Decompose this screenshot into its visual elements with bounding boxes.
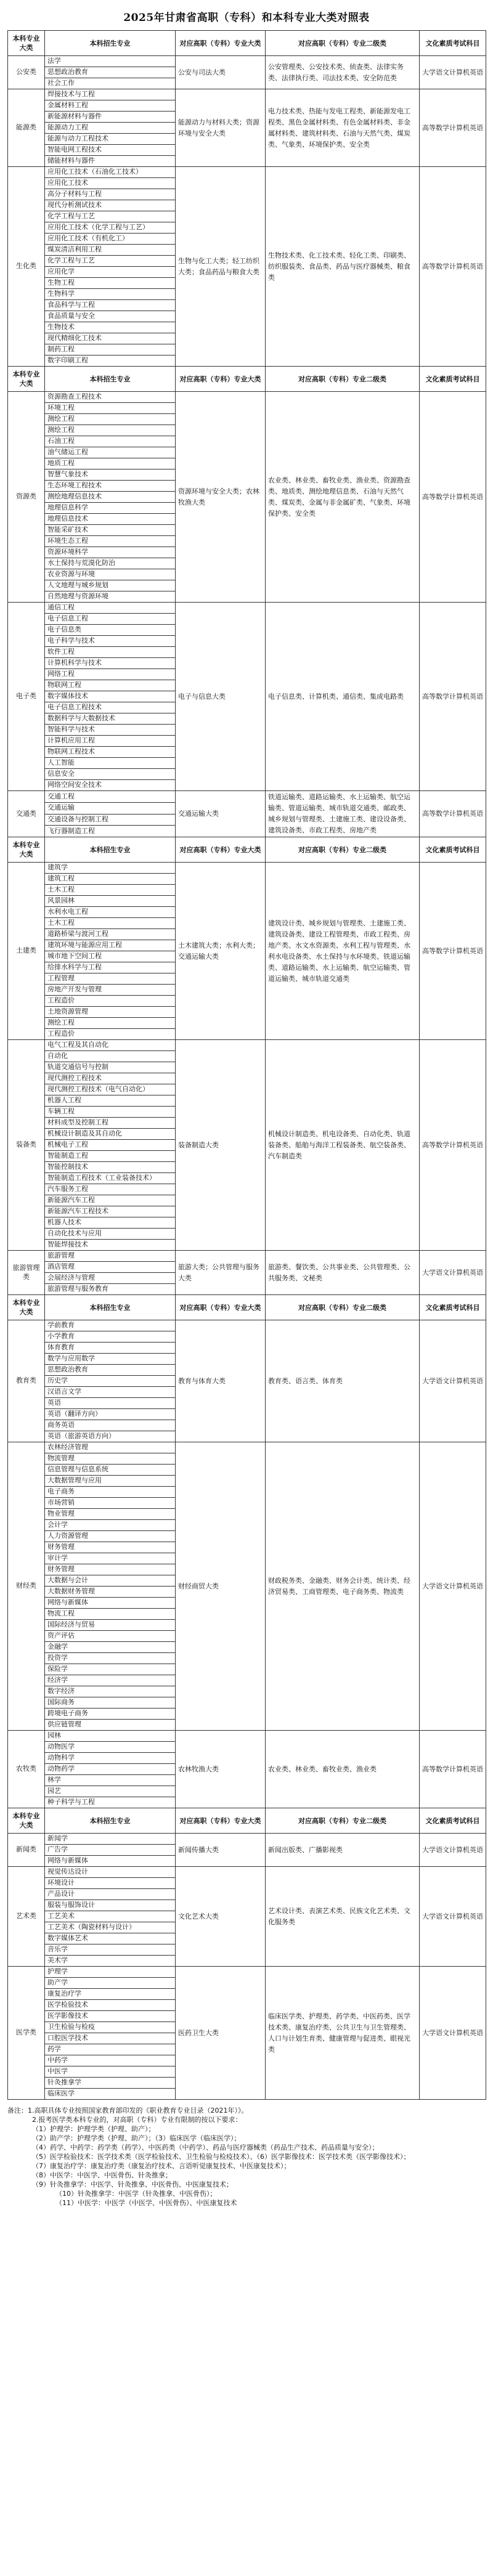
vocational-subcategory-cell: 生物技术类、化工技术类、轻化工类、印刷类、纺织服装类、食品类、药品与医疗器械类、粮食类 [266,167,420,367]
column-header: 本科专业大类 [8,367,45,392]
major-cell: 体育教育 [45,1343,176,1354]
major-cell: 金融学 [45,1642,176,1653]
major-cell: 数据科学与大数据技术 [45,713,176,725]
major-cell: 信息管理与信息系统 [45,1465,176,1476]
major-cell: 智能电网工程技术 [45,145,176,156]
column-header: 本科专业大类 [8,31,45,56]
major-cell: 测绘地理信息技术 [45,492,176,503]
major-cell: 旅游管理 [45,1251,176,1262]
note-line: 备注：1.高职具体专业按照国家教育部印发的《职业教育专业目录（2021年）》。 [7,2107,248,2115]
major-cell: 工程造价 [45,996,176,1007]
major-cell: 建筑学 [45,863,176,874]
exam-subjects-cell: 大学语文计算机英语 [420,1320,486,1442]
category-cell: 土建类 [8,863,45,1040]
major-cell: 网络与新媒体 [45,1598,176,1609]
column-header: 对应高职（专科）专业大类 [176,1295,266,1320]
major-cell: 智能制造工程技术（工业装备技术） [45,1173,176,1184]
category-cell: 能源类 [8,89,45,167]
major-cell: 数字经济 [45,1686,176,1697]
major-cell: 种子科学与工程 [45,1797,176,1808]
major-cell: 储能材料与器件 [45,156,176,167]
table-row [8,603,486,614]
major-cell: 土地资源管理 [45,1007,176,1018]
major-cell: 大数据管理与应用 [45,1476,176,1487]
column-header: 本科招生专业 [45,1295,176,1320]
category-cell: 旅游管理类 [8,1251,45,1295]
major-cell: 测绘工程 [45,1018,176,1029]
category-cell: 教育类 [8,1320,45,1442]
exam-subjects-cell: 高等数学计算机英语 [420,1731,486,1808]
major-cell: 给排水科学与工程 [45,962,176,973]
major-cell: 通信工程 [45,603,176,614]
column-header: 对应高职（专科）专业大类 [176,367,266,392]
vocational-category-cell: 农林牧渔大类 [176,1731,266,1808]
major-table [7,30,486,2100]
major-cell: 数字媒体技术 [45,691,176,702]
vocational-category-cell: 财经商贸大类 [176,1442,266,1731]
category-cell: 资源类 [8,392,45,603]
major-cell: 能源动力工程 [45,123,176,134]
major-cell: 卫生检验与检疫 [45,2022,176,2033]
vocational-subcategory-cell: 艺术设计类、表演艺术类、民族文化艺术类、文化服务类 [266,1867,420,1967]
major-cell: 针灸推拿学 [45,2078,176,2089]
page-title: 2025年甘肃省高职（专科）和本科专业大类对照表 [123,12,370,24]
note-line: （4）药学、中药学：药学类（药学）、中医药类（中药学）、药品与医疗器械类（药品生产技术、药品质量与安全）； [32,2143,379,2151]
major-cell: 应用化工技术（化学工程与工艺） [45,222,176,234]
major-cell: 材料成型及控制工程 [45,1118,176,1129]
major-cell: 智能焊接技术 [45,1240,176,1251]
exam-subjects-cell: 大学语文计算机英语 [420,1867,486,1967]
major-cell: 药学 [45,2044,176,2055]
vocational-subcategory-cell: 教育类、语言类、体育类 [266,1320,420,1442]
major-cell: 思想政治教育 [45,67,176,78]
major-cell: 车辆工程 [45,1107,176,1118]
major-cell: 电气工程及其自动化 [45,1040,176,1051]
major-cell: 测绘工程 [45,425,176,436]
major-cell: 电子信息工程技术 [45,702,176,713]
major-cell: 工程造价 [45,1029,176,1040]
header-row [8,367,486,392]
major-cell: 英语（旅游英语方向） [45,1431,176,1442]
major-cell: 飞行器制造工程 [45,826,176,837]
major-cell: 城市地下空间工程 [45,951,176,962]
major-cell: 计算机应用工程 [45,736,176,747]
major-cell: 物流工程 [45,1609,176,1620]
column-header: 对应高职（专科）专业大类 [176,837,266,863]
table-row [8,392,486,403]
category-cell: 电子类 [8,603,45,791]
major-cell: 酒店管理 [45,1262,176,1273]
major-cell: 石油工程 [45,436,176,447]
column-header: 文化素质考试科目 [420,1295,486,1320]
major-cell: 现代分析测试技术 [45,200,176,211]
exam-subjects-cell: 高等数学计算机英语 [420,863,486,1040]
major-cell: 临床医学 [45,2089,176,2100]
major-cell: 园艺 [45,1786,176,1797]
column-header: 本科招生专业 [45,1808,176,1834]
note-line: （9）针灸推拿学：中医学、针灸推拿、中医骨伤、中医康复技术； [32,2180,233,2188]
major-cell: 机器人技术 [45,1217,176,1229]
table-row [8,863,486,874]
major-cell: 建筑工程 [45,874,176,885]
major-cell: 机器人工程 [45,1095,176,1107]
major-cell: 财务管理 [45,1542,176,1553]
major-cell: 交通运输 [45,802,176,814]
major-cell: 经济学 [45,1675,176,1686]
exam-subjects-cell: 高等数学计算机英语 [420,392,486,603]
note-line: （10）针灸推拿学：中医学（针灸推拿、中医骨伤）； [55,2190,217,2198]
column-header: 文化素质考试科目 [420,1808,486,1834]
column-header: 文化素质考试科目 [420,837,486,863]
major-cell: 人文地理与城乡规划 [45,580,176,591]
major-cell: 测绘工程 [45,414,176,425]
major-cell: 软件工程 [45,647,176,658]
major-cell: 英语 [45,1398,176,1409]
major-cell: 房地产开发与管理 [45,985,176,996]
vocational-category-cell: 文化艺术大类 [176,1867,266,1967]
major-cell: 环境设计 [45,1878,176,1889]
header-row [8,1808,486,1834]
exam-subjects-cell: 高等数学计算机英语 [420,603,486,791]
major-cell: 护理学 [45,1967,176,1978]
major-cell: 数学与应用数学 [45,1354,176,1365]
note-line: （2）助产学：护理学类（护理、助产）；（3）临床医学（临床医学）； [32,2134,241,2142]
table-row [8,1834,486,1845]
major-cell: 视觉传达设计 [45,1867,176,1878]
note-line: （7）康复治疗学：康复治疗类（康复治疗技术、言语听觉康复技术、中医康复技术）； [32,2162,291,2170]
table-row [8,1867,486,1878]
major-cell: 电子信息类 [45,625,176,636]
vocational-subcategory-cell: 新闻出版类、广播影视类 [266,1834,420,1867]
major-cell: 物联网工程 [45,680,176,691]
major-cell: 保险学 [45,1664,176,1675]
major-cell: 交通设备与控制工程 [45,814,176,826]
major-cell: 智能制造工程 [45,1151,176,1162]
column-header: 本科专业大类 [8,1808,45,1834]
exam-subjects-cell: 大学语文计算机英语 [420,1967,486,2100]
major-cell: 会展经济与管理 [45,1273,176,1284]
major-cell: 地质工程 [45,458,176,469]
vocational-subcategory-cell: 铁道运输类、道路运输类、水上运输类、航空运输类、管道运输类、城市轨道交通类、邮政类、城乡规划与管理类、土建施工类、建设设备类、建筑设备类、市政工程类、房地产类 [266,791,420,837]
major-cell: 交通工程 [45,791,176,803]
major-cell: 供应链管理 [45,1720,176,1731]
exam-subjects-cell: 高等数学计算机英语 [420,89,486,167]
major-cell: 生物工程 [45,278,176,289]
major-cell: 道路桥梁与渡河工程 [45,929,176,940]
major-cell: 社会工作 [45,78,176,89]
major-cell: 环境工程 [45,403,176,414]
category-cell: 交通类 [8,791,45,837]
major-cell: 新能源材料与器件 [45,112,176,123]
major-cell: 电子科学与技术 [45,636,176,647]
major-cell: 生物技术 [45,322,176,333]
vocational-subcategory-cell: 农业类、林业类、畜牧业类、渔业类 [266,1731,420,1808]
vocational-category-cell: 教育与体育大类 [176,1320,266,1442]
major-cell: 园林 [45,1731,176,1742]
major-cell: 资源勘查工程技术 [45,392,176,403]
major-cell: 环境生态工程 [45,536,176,547]
vocational-category-cell: 装备制造大类 [176,1040,266,1251]
major-cell: 思想政治教育 [45,1365,176,1376]
category-cell: 财经类 [8,1442,45,1731]
major-cell: 机械电子工程 [45,1140,176,1151]
major-cell: 物流管理 [45,1453,176,1465]
note-line: （11）中医学：中医学（中医学、中医骨伤）、中医康复技术 [55,2199,237,2207]
exam-subjects-cell: 大学语文计算机英语 [420,1834,486,1867]
major-cell: 现代测控工程技术 [45,1073,176,1084]
major-cell: 电子商务 [45,1487,176,1498]
vocational-category-cell: 新闻传播大类 [176,1834,266,1867]
major-cell: 生态环境工程技术 [45,481,176,492]
exam-subjects-cell: 大学语文计算机英语 [420,1251,486,1295]
exam-subjects-cell: 高等数学计算机英语 [420,1040,486,1251]
major-cell: 网络空间安全技术 [45,780,176,791]
major-cell: 学前教育 [45,1320,176,1331]
table-row [8,1251,486,1262]
table-row [8,1731,486,1742]
major-cell: 汉语言文学 [45,1387,176,1398]
major-cell: 智慧气象技术 [45,469,176,481]
major-cell: 制药工程 [45,344,176,356]
major-cell: 化学工程与工艺 [45,256,176,267]
major-cell: 法学 [45,56,176,67]
major-cell: 国际经济与贸易 [45,1620,176,1631]
major-cell: 地理信息技术 [45,514,176,525]
major-cell: 油气储运工程 [45,447,176,458]
major-cell: 医学检验技术 [45,2000,176,2011]
vocational-category-cell: 土木建筑大类；水利大类；交通运输大类 [176,863,266,1040]
major-cell: 物业管理 [45,1509,176,1520]
vocational-category-cell: 电子与信息大类 [176,603,266,791]
major-cell: 历史学 [45,1376,176,1387]
major-cell: 审计学 [45,1553,176,1564]
exam-subjects-cell: 大学语文计算机英语 [420,56,486,89]
major-cell: 高分子材料与工程 [45,189,176,200]
note-line: 2.报考医学类本科专业的，对高职（专科）专业有限制的按以下要求： [32,2116,242,2124]
major-cell: 汽车服务工程 [45,1184,176,1195]
major-cell: 智能控制技术 [45,1162,176,1173]
major-cell: 金属材料工程 [45,100,176,112]
major-cell: 生物科学 [45,289,176,300]
major-cell: 新能源汽车工程 [45,1195,176,1206]
major-cell: 大数据财务管理 [45,1587,176,1598]
major-cell: 新能源汽车工程技术 [45,1206,176,1217]
table-row [8,791,486,803]
major-cell: 风景园林 [45,896,176,907]
major-cell: 旅游管理与服务教育 [45,1284,176,1295]
major-cell: 应用化工技术（有机化工） [45,234,176,245]
major-cell: 自动化技术与应用 [45,1229,176,1240]
vocational-category-cell: 交通运输大类 [176,791,266,837]
major-cell: 美术学 [45,1956,176,1967]
major-cell: 焊接技术与工程 [45,89,176,100]
major-cell: 食品科学与工程 [45,300,176,311]
category-cell: 装备类 [8,1040,45,1251]
vocational-subcategory-cell: 公安管理类、公安技术类、侦查类、法律实务类、法律执行类、司法技术类、安全防范类 [266,56,420,89]
major-cell: 广告学 [45,1845,176,1856]
vocational-subcategory-cell: 电力技术类、热能与发电工程类、新能源发电工程类、黑色金属材料类、有色金属材料类、非金属材料类、建筑材料类、石油与天然气类、煤炭类、气象类、环境保护类、安全类 [266,89,420,167]
major-cell: 小学教育 [45,1331,176,1343]
column-header: 本科招生专业 [45,367,176,392]
vocational-category-cell: 生物与化工大类；轻工纺织大类；食品药品与粮食大类 [176,167,266,367]
vocational-subcategory-cell: 临床医学类、护理类、药学类、中医药类、医学技术类、康复治疗类、公共卫生与卫生管理类、人口与计划生育类、健康管理与促进类、眼视光类 [266,1967,420,2100]
vocational-category-cell: 医药卫生大类 [176,1967,266,2100]
column-header: 本科招生专业 [45,837,176,863]
major-cell: 智能科学与技术 [45,725,176,736]
major-cell: 煤炭清洁利用工程 [45,245,176,256]
table-row [8,1967,486,1978]
category-cell: 农牧类 [8,1731,45,1808]
major-cell: 新闻学 [45,1834,176,1845]
header-row [8,837,486,863]
major-cell: 网络工程 [45,669,176,680]
column-header: 对应高职（专科）专业大类 [176,31,266,56]
major-cell: 英语（翻译方向） [45,1409,176,1420]
category-cell: 新闻类 [8,1834,45,1867]
column-header: 本科专业大类 [8,1295,45,1320]
category-cell: 生化类 [8,167,45,367]
major-cell: 能源与动力工程技术 [45,134,176,145]
vocational-subcategory-cell: 机械设计制造类、机电设备类、自动化类、轨道装备类、船舶与海洋工程装备类、航空装备类、汽车制造类 [266,1040,420,1251]
vocational-category-cell: 旅游大类；公共管理与服务大类 [176,1251,266,1295]
major-cell: 财务管理 [45,1564,176,1575]
column-header: 对应高职（专科）专业二级类 [266,1808,420,1834]
major-cell: 数字印刷工程 [45,356,176,367]
major-cell: 大数据与会计 [45,1575,176,1587]
major-cell: 音乐学 [45,1944,176,1956]
major-cell: 工艺美术（陶瓷材料与设计） [45,1922,176,1933]
major-cell: 动物科学 [45,1753,176,1764]
vocational-subcategory-cell: 财政税务类、金融类、财务会计类、统计类、经济贸易类、工商管理类、电子商务类、物流类 [266,1442,420,1731]
category-cell: 医学类 [8,1967,45,2100]
column-header: 对应高职（专科）专业二级类 [266,1295,420,1320]
vocational-subcategory-cell: 建筑设计类、城乡规划与管理类、土建施工类、建筑设备类、建设工程管理类、市政工程类、房地产类、水文水资源类、水利工程与管理类、水利水电设备类、水土保持与水环境类、铁道运输类、道路运输类、水上运输类、航空运输类、管道运输类、城市轨道交通类 [266,863,420,1040]
major-cell: 口腔医学技术 [45,2033,176,2044]
vocational-subcategory-cell: 旅游类、餐饮类、公共事业类、公共管理类、公共服务类、文秘类 [266,1251,420,1295]
major-cell: 产品设计 [45,1889,176,1900]
major-cell: 信息安全 [45,769,176,780]
column-header: 对应高职（专科）专业二级类 [266,367,420,392]
major-cell: 计算机科学与技术 [45,658,176,669]
header-row [8,1295,486,1320]
major-cell: 中医学 [45,2066,176,2078]
major-cell: 农业资源与环境 [45,569,176,580]
major-cell: 水土保持与荒漠化防治 [45,558,176,569]
major-cell: 商务英语 [45,1420,176,1431]
major-cell: 现代测控工程技术（电气自动化） [45,1084,176,1095]
major-cell: 人工智能 [45,758,176,769]
column-header: 本科专业大类 [8,837,45,863]
major-cell: 现代精细化工技术 [45,333,176,344]
major-cell: 动物药学 [45,1764,176,1775]
major-cell: 应用化工技术（石油化工技术） [45,167,176,178]
major-cell: 应用化学 [45,267,176,278]
note-line: （8）中医学：中医学、中医骨伤、针灸推拿； [32,2171,172,2179]
major-cell: 市场营销 [45,1498,176,1509]
vocational-category-cell: 资源环境与安全大类；农林牧渔大类 [176,392,266,603]
major-cell: 资源环境科学 [45,547,176,558]
table-row [8,167,486,178]
major-cell: 农林经济管理 [45,1442,176,1453]
major-cell: 医学影像技术 [45,2011,176,2022]
major-cell: 林学 [45,1775,176,1786]
major-cell: 轨道交通信号与控制 [45,1062,176,1073]
category-cell: 公安类 [8,56,45,89]
major-cell: 物联网工程技术 [45,747,176,758]
major-cell: 工程管理 [45,973,176,985]
major-cell: 水利水电工程 [45,907,176,918]
column-header: 本科招生专业 [45,31,176,56]
column-header: 对应高职（专科）专业二级类 [266,837,420,863]
column-header: 对应高职（专科）专业大类 [176,1808,266,1834]
major-cell: 助产学 [45,1978,176,1989]
note-line: （5）医学检验技术：医学技术类（医学检验技术、卫生检验与检疫技术）、（6）医学影像技术：医学技术类（医学影像技术）； [32,2153,410,2161]
vocational-category-cell: 公安与司法大类 [176,56,266,89]
major-cell: 数字媒体艺术 [45,1933,176,1944]
column-header: 文化素质考试科目 [420,367,486,392]
column-header: 对应高职（专科）专业二级类 [266,31,420,56]
exam-subjects-cell: 高等数学计算机英语 [420,791,486,837]
major-cell: 服装与服饰设计 [45,1900,176,1911]
major-cell: 自动化 [45,1051,176,1062]
major-cell: 资产评估 [45,1631,176,1642]
major-cell: 智能采矿技术 [45,525,176,536]
major-cell: 会计学 [45,1520,176,1531]
major-cell: 建筑环境与能源应用工程 [45,940,176,951]
table-row [8,1442,486,1453]
vocational-subcategory-cell: 农业类、林业类、畜牧业类、渔业类、资源勘查类、地质类、测绘地理信息类、石油与天然气类、煤炭类、金属与非金属矿类、气象类、环境保护类、安全类 [266,392,420,603]
major-cell: 自然地理与资源环境 [45,591,176,603]
major-cell: 地理信息科学 [45,503,176,514]
notes-section [7,2106,486,2208]
major-cell: 工艺美术 [45,1911,176,1922]
major-cell: 国际商务 [45,1697,176,1709]
exam-subjects-cell: 大学语文计算机英语 [420,1442,486,1731]
major-cell: 食品质量与安全 [45,311,176,322]
table-row [8,1320,486,1331]
major-cell: 土木工程 [45,885,176,896]
major-cell: 人力资源管理 [45,1531,176,1542]
table-row [8,56,486,67]
major-cell: 跨境电子商务 [45,1709,176,1720]
exam-subjects-cell: 高等数学计算机英语 [420,167,486,367]
major-cell: 机械设计制造及其自动化 [45,1129,176,1140]
major-cell: 康复治疗学 [45,1989,176,2000]
major-cell: 化学工程与工艺 [45,211,176,222]
column-header: 文化素质考试科目 [420,31,486,56]
major-cell: 网络与新媒体 [45,1856,176,1867]
vocational-category-cell: 能源动力与材料大类；资源环境与安全大类 [176,89,266,167]
vocational-subcategory-cell: 电子信息类、计算机类、通信类、集成电路类 [266,603,420,791]
header-row [8,31,486,56]
major-cell: 中药学 [45,2055,176,2066]
table-row [8,89,486,100]
note-line: （1）护理学：护理学类（护理、助产）； [32,2125,155,2133]
category-cell: 艺术类 [8,1867,45,1967]
major-cell: 电子信息工程 [45,614,176,625]
major-cell: 土木工程 [45,918,176,929]
major-cell: 应用化工技术 [45,178,176,189]
major-cell: 动物医学 [45,1742,176,1753]
table-row [8,1040,486,1051]
major-cell: 投资学 [45,1653,176,1664]
